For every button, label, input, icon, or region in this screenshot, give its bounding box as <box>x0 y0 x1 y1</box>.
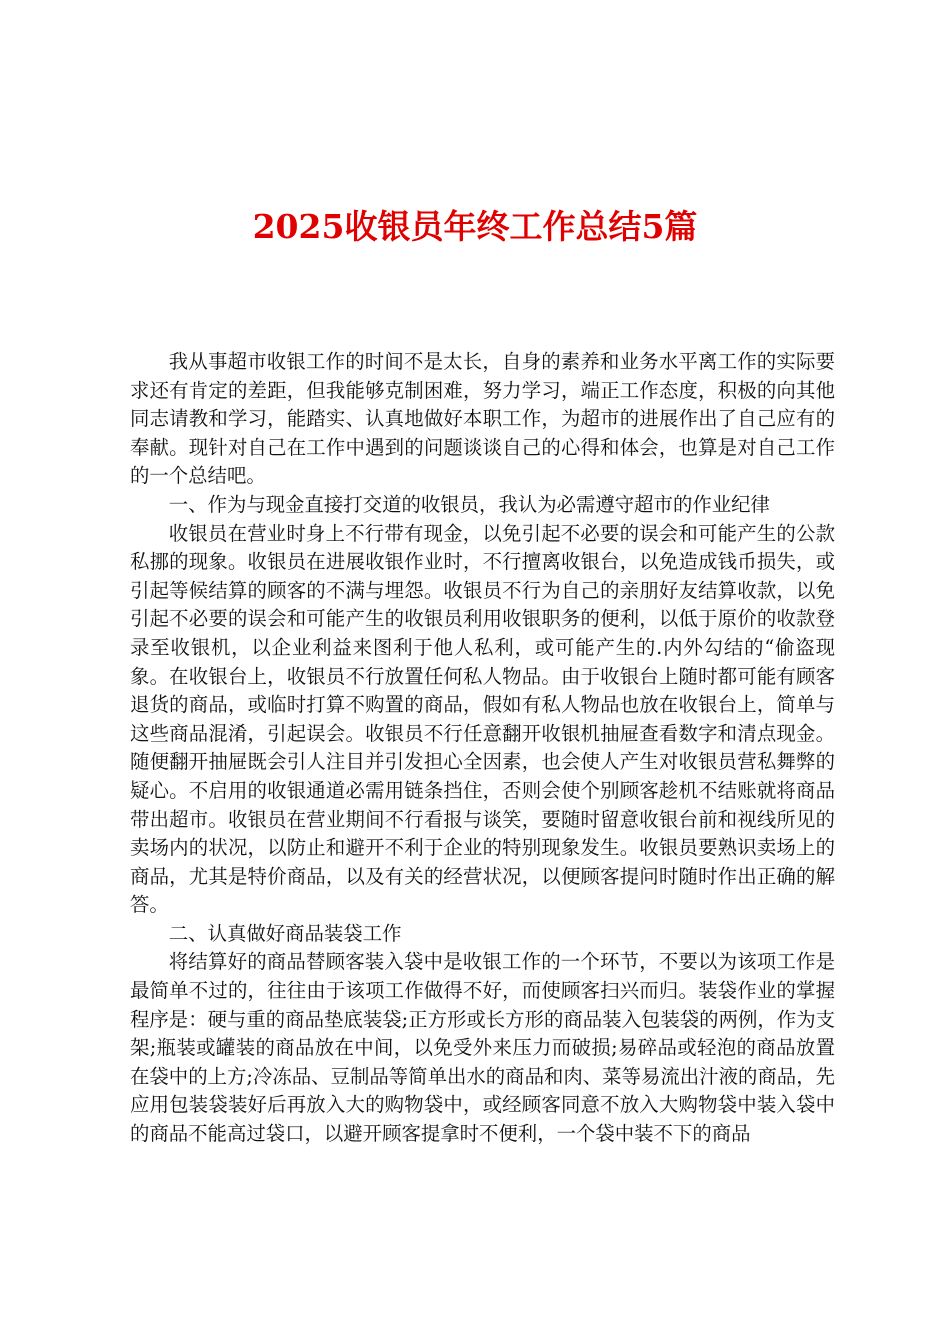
paragraph-bagging: 将结算好的商品替顾客装入袋中是收银工作的一个环节，不要以为该项工作是最简单不过的，往往由于该项工作做得不好，而使顾客扫兴而归。装袋作业的掌握程序是：硬与重的商品垫底装袋;正方形或长方形的商品装入包装袋的两例，作为支架;瓶装或罐装的商品放在中间，以免受外来压力而破损;易碎品或轻泡的商品放置在袋中的上方;冷冻品、豆制品等简单出水的商品和肉、菜等易流出汁液的商品，先应用包装袋装好后再放入大的购物袋中，或经顾客同意不放入大购物袋中装入袋中的商品不能高过袋口，以避开顾客提拿时不便利，一个袋中装不下的商品 <box>130 950 835 1146</box>
document-title: 2025收银员年终工作总结5篇 <box>252 207 698 246</box>
section-heading-1: 一、作为与现金直接打交道的收银员，我认为必需遵守超市的作业纪律 <box>168 492 770 516</box>
paragraph-intro: 我从事超市收银工作的时间不是太长，自身的素养和业务水平离工作的实际要求还有肯定的差距，但我能够克制困难，努力学习，端正工作态度，积极的向其他同志请教和学习，能踏实、认真地做好本职工作，为超市的进展作出了自己应有的奉献。现针对自己在工作中遇到的问题谈谈自己的心得和体会，也算是对自己工作的一个总结吧。 <box>130 350 835 488</box>
document-body <box>130 348 835 1149</box>
section-heading-2: 二、认真做好商品装袋工作 <box>168 921 402 945</box>
paragraph-discipline: 收银员在营业时身上不行带有现金，以免引起不必要的误会和可能产生的公款私挪的现象。收银员在进展收银作业时，不行擅离收银台，以免造成钱币损失，或引起等候结算的顾客的不满与埋怨。收银员不行为自己的亲朋好友结算收款，以免引起不必要的误会和可能产生的收银员利用收银职务的便利，以低于原价的收款登录至收银机，以企业利益来图利于他人私利，或可能产生的.内外勾结的“偷盗现象。在收银台上，收银员不行放置任何私人物品。由于收银台上随时都可能有顾客退货的商品，或临时打算不购置的商品，假如有私人物品也放在收银台上，简单与这些商品混淆，引起误会。收银员不行任意翻开收银机抽屉查看数字和清点现金。随便翻开抽屉既会引人注目并引发担心全因素，也会使人产生对收银员营私舞弊的疑心。不启用的收银通道必需用链条挡住，否则会使个别顾客趁机不结账就将商品带出超市。收银员在营业期间不行看报与谈笑，要随时留意收银台前和视线所见的卖场内的状况，以防止和避开不利于企业的特别现象发生。收银员要熟识卖场上的商品，尤其是特价商品，以及有关的经营状况，以便顾客提问时随时作出正确的解答。 <box>130 521 835 917</box>
